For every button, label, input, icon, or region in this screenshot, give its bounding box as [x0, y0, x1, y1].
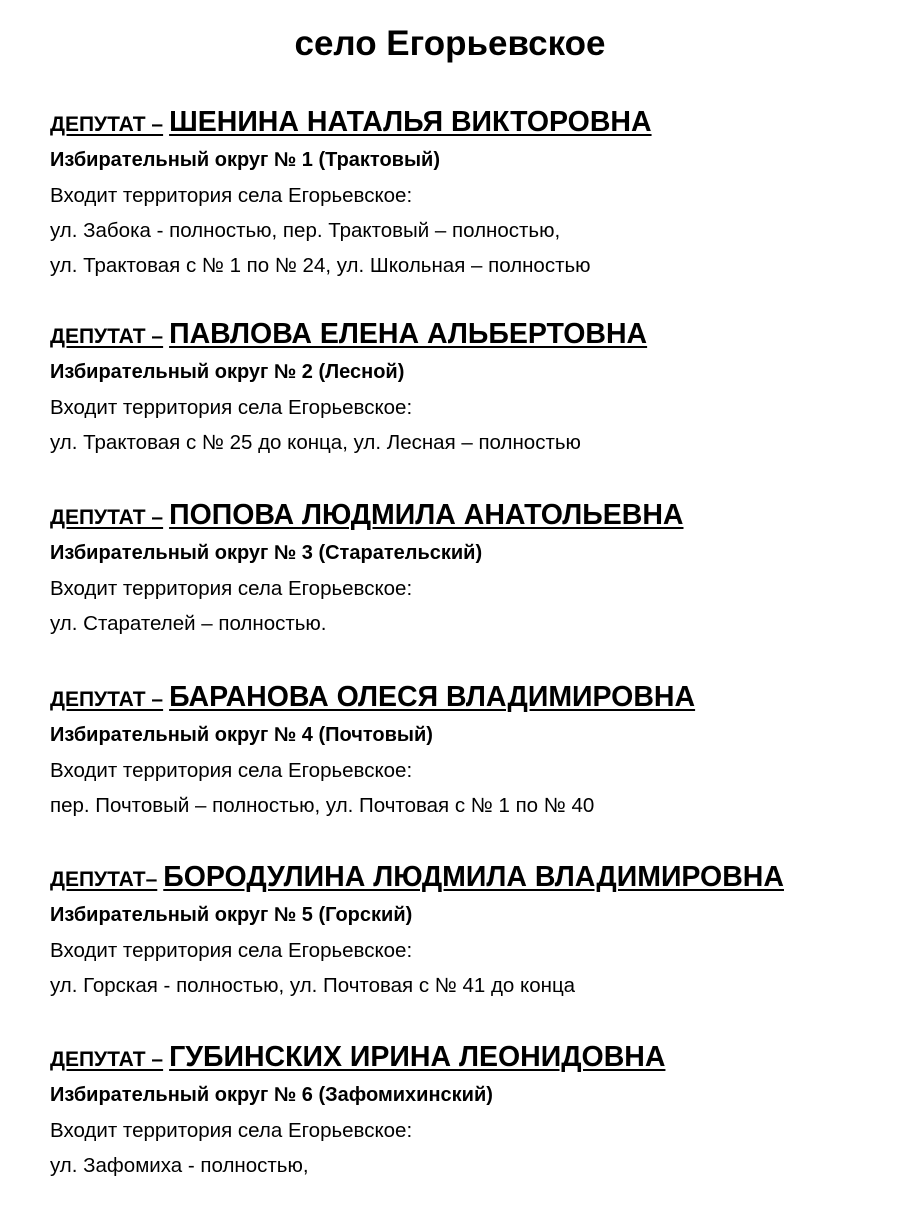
deputy-prefix: ДЕПУТАТ –	[50, 325, 164, 348]
streets-line: ул. Зафомиха - полностью,	[50, 1154, 309, 1177]
district-title: Избирательный округ № 3 (Старательский)	[50, 542, 483, 564]
deputy-heading	[50, 495, 880, 535]
territory-intro: Входит территория села Егорьевское:	[50, 759, 413, 782]
district-block	[50, 495, 880, 641]
deputy-prefix: ДЕПУТАТ –	[50, 1048, 164, 1071]
deputy-prefix: ДЕПУТАТ –	[50, 113, 164, 136]
deputy-name: БОРОДУЛИНА ЛЮДМИЛА ВЛАДИМИРОВНА	[163, 861, 784, 893]
district-title: Избирательный округ № 5 (Горский)	[50, 904, 413, 926]
district-block	[50, 677, 880, 823]
territory-intro: Входит территория села Егорьевское:	[50, 939, 413, 962]
district-block	[50, 1037, 880, 1183]
district-block	[50, 102, 880, 283]
deputy-prefix: ДЕПУТАТ–	[50, 868, 158, 891]
streets-line: ул. Забока - полностью, пер. Трактовый – полностью,	[50, 219, 561, 242]
deputy-heading	[50, 314, 880, 354]
deputy-name: ПОПОВА ЛЮДМИЛА АНАТОЛЬЕВНА	[169, 499, 684, 531]
page-title: село Егорьевское	[294, 24, 606, 63]
deputy-heading	[50, 857, 880, 897]
district-block	[50, 857, 880, 1003]
streets-line: ул. Трактовая с № 1 по № 24, ул. Школьная – полностью	[50, 254, 591, 277]
deputy-heading	[50, 1037, 880, 1077]
district-title: Избирательный округ № 4 (Почтовый)	[50, 724, 433, 746]
deputy-name: ПАВЛОВА ЕЛЕНА АЛЬБЕРТОВНА	[169, 318, 648, 350]
district-block	[50, 314, 880, 460]
district-title: Избирательный округ № 6 (Зафомихинский)	[50, 1084, 493, 1106]
streets-line: ул. Горская - полностью, ул. Почтовая с № 41 до конца	[50, 974, 576, 997]
territory-intro: Входит территория села Егорьевское:	[50, 184, 413, 207]
deputy-heading	[50, 102, 880, 142]
deputy-prefix: ДЕПУТАТ –	[50, 688, 164, 711]
district-title: Избирательный округ № 1 (Трактовый)	[50, 149, 440, 171]
streets-line: ул. Старателей – полностью.	[50, 612, 327, 635]
deputy-prefix: ДЕПУТАТ –	[50, 506, 164, 529]
deputy-name: ШЕНИНА НАТАЛЬЯ ВИКТОРОВНА	[169, 106, 652, 138]
territory-intro: Входит территория села Егорьевское:	[50, 577, 413, 600]
territory-intro: Входит территория села Егорьевское:	[50, 1119, 413, 1142]
territory-intro: Входит территория села Егорьевское:	[50, 396, 413, 419]
deputy-heading	[50, 677, 880, 717]
deputy-name: ГУБИНСКИХ ИРИНА ЛЕОНИДОВНА	[169, 1041, 666, 1073]
streets-line: пер. Почтовый – полностью, ул. Почтовая с № 1 по № 40	[50, 794, 595, 817]
district-title: Избирательный округ № 2 (Лесной)	[50, 361, 405, 383]
deputy-name: БАРАНОВА ОЛЕСЯ ВЛАДИМИРОВНА	[169, 681, 696, 713]
streets-line: ул. Трактовая с № 25 до конца, ул. Лесная – полностью	[50, 431, 581, 454]
